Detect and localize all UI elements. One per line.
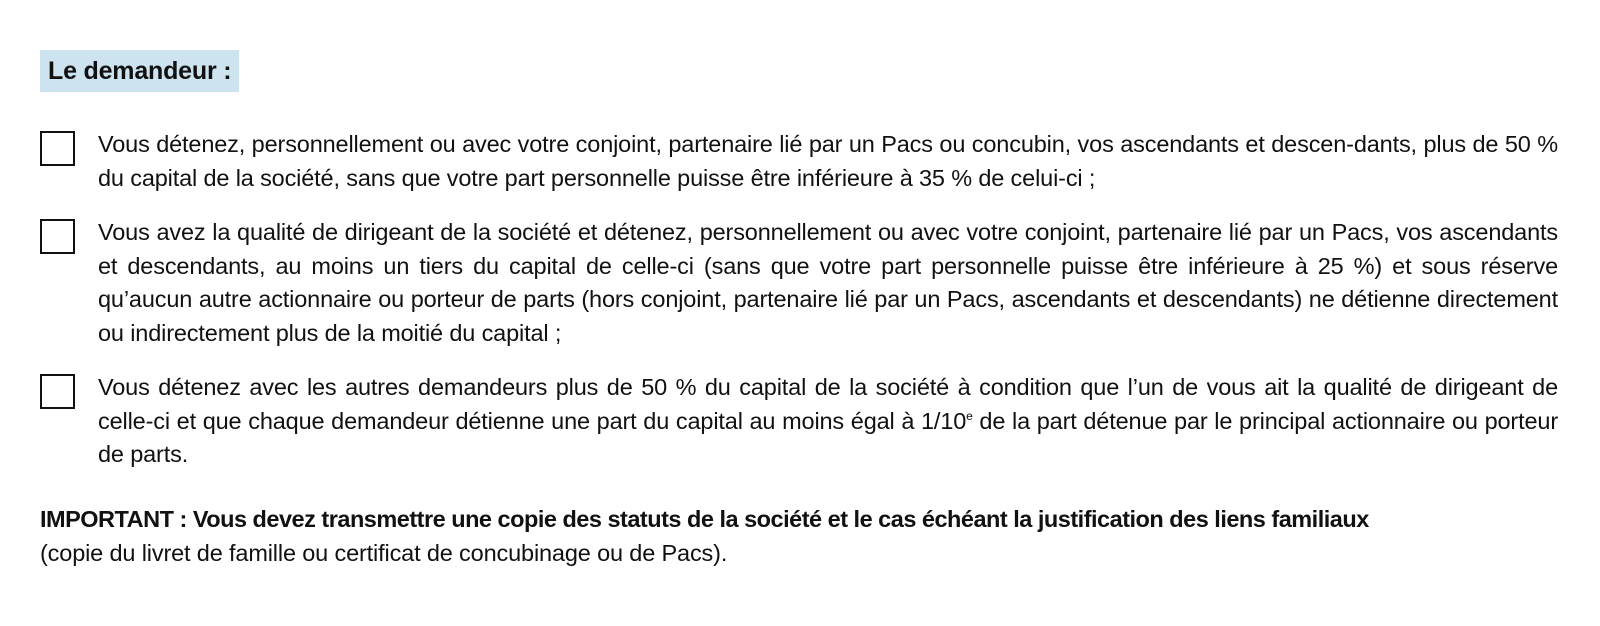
option-3 (40, 371, 1558, 472)
checkbox-option-3[interactable] (40, 374, 75, 409)
important-label: IMPORTANT : Vous devez transmettre une copie des statuts de la société et le cas échéant la justification des liens familiaux (40, 506, 1369, 532)
option-1 (40, 128, 1558, 195)
option-3-text-end: de la part détenue par le principal actionnaire ou porteur de parts. (98, 407, 1558, 467)
checkbox-option-2[interactable] (40, 219, 75, 254)
important-notice (40, 503, 1558, 570)
checkbox-option-1[interactable] (40, 131, 75, 166)
option-3-text (98, 371, 1558, 472)
section-heading (40, 50, 239, 92)
option-2 (40, 216, 1558, 350)
ordinal-superscript: e (966, 408, 973, 423)
important-note: (copie du livret de famille ou certificat de concubinage ou de Pacs). (40, 539, 728, 566)
option-3-text-main: Vous détenez avec les autres demandeurs plus de 50 % du capital de la société à condition que l’un de vous ait la qualité de dirigeant de celle-ci et que chaque demandeur détienne une part du capital au moins égal à 1/10 (98, 374, 1558, 434)
option-1-text: Vous détenez, personnellement ou avec votre conjoint, partenaire lié par un Pacs ou concubin, vos ascendants et descen-dants, plus de 50 % du capital de la société, sans que votre part personnelle puisse être inférieure à 35 % de celui-ci ; (98, 131, 1558, 191)
section-title: Le demandeur : (48, 57, 232, 85)
option-2-text: Vous avez la qualité de dirigeant de la société et détenez, personnellement ou avec votre conjoint, partenaire lié par un Pacs, vos ascendants et descendants, au moins un tiers du capital de celle-ci (sans que votre part personnelle puisse être inférieure à 25 %) et sous réserve qu’aucun autre actionnaire ou porteur de parts (hors conjoint, partenaire lié par un Pacs, ascendants et descendants) ne détienne directement ou indirectement plus de la moitié du capital ; (98, 219, 1558, 346)
